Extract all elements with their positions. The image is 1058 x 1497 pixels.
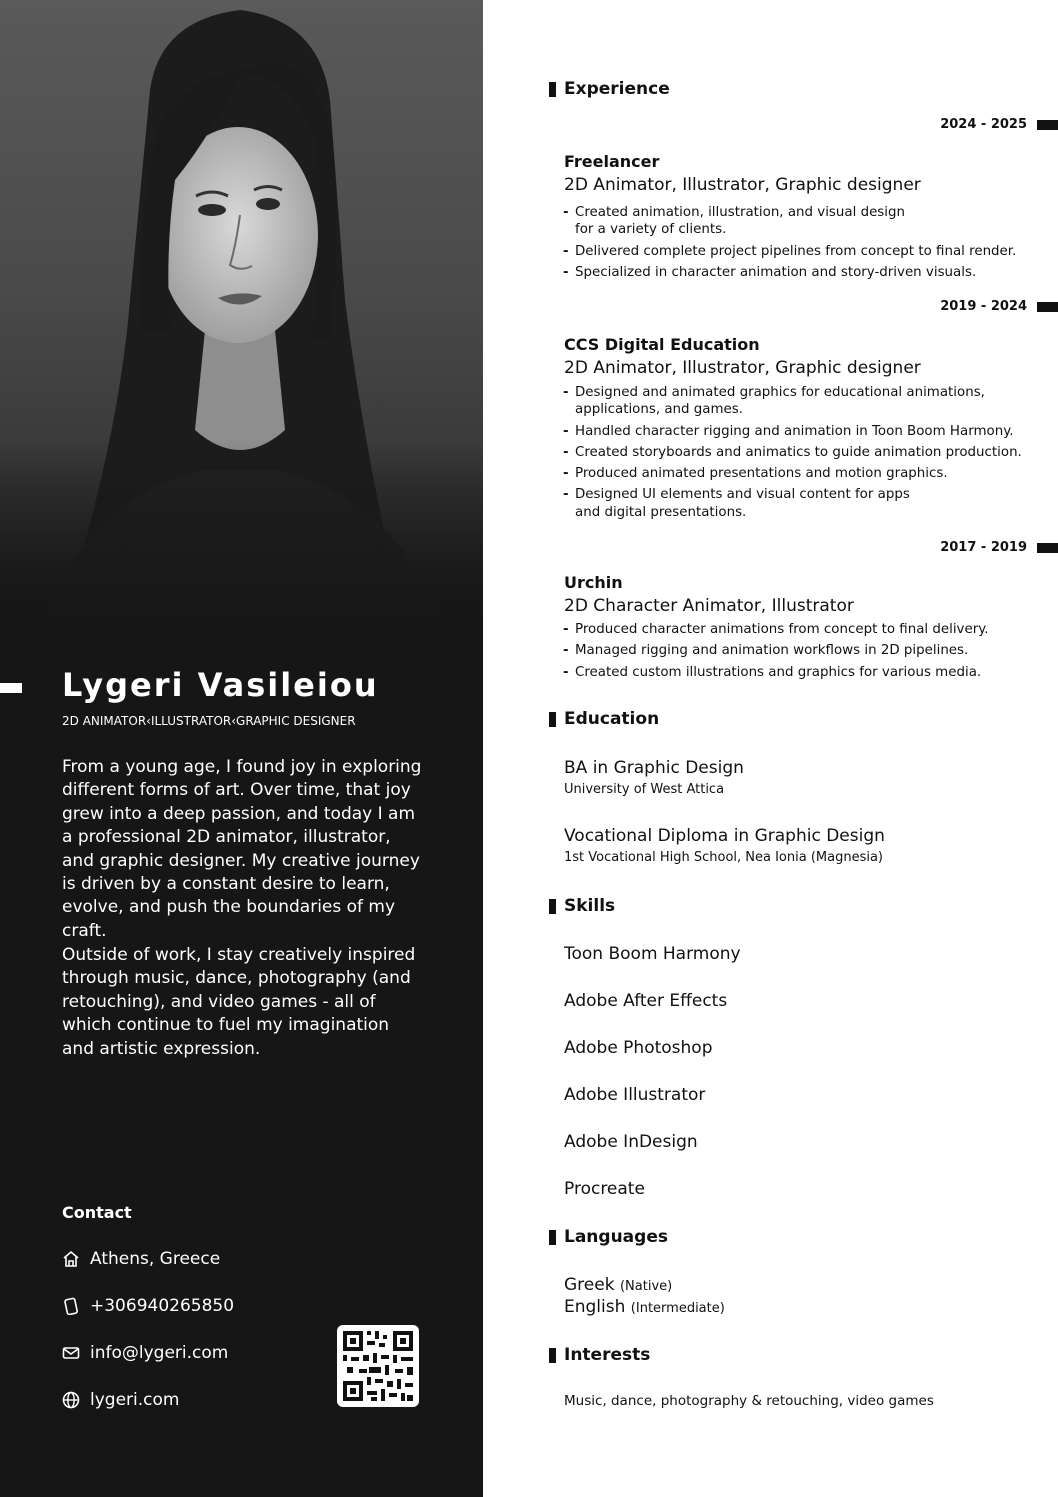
skills-heading <box>549 896 615 916</box>
list-item: - Produced character animations from concept to final delivery. <box>563 621 1033 638</box>
website-link[interactable]: lygeri.com <box>90 1390 180 1410</box>
job-1-dates <box>940 117 1058 132</box>
education-degree-1: BA in Graphic Design <box>564 758 744 778</box>
job-3-role: 2D Character Animator, Illustrator <box>564 596 854 616</box>
list-item: - Designed and animated graphics for educational animations, applications, and games. <box>563 384 1003 419</box>
list-item: - Managed rigging and animation workflows in 2D pipelines. <box>563 642 1033 659</box>
bio-paragraph-1: From a young age, I found joy in exploring different forms of art. Over time, that joy grew into a deep passion, and today I am a professional 2D animator, illustrator, and graphic designer. My creative journey is driven by a constant desire to learn, evolve, and push the boundaries of my craft. <box>62 757 422 941</box>
skill-item: Adobe Photoshop <box>564 1038 713 1058</box>
job-1-bullets <box>563 204 1017 285</box>
date-text: 2024 - 2025 <box>940 117 1027 132</box>
job-3-company: Urchin <box>564 573 623 592</box>
skills-title: Skills <box>564 896 616 916</box>
languages-heading <box>549 1227 668 1247</box>
person-name: Lygeri Vasileiou <box>62 666 379 704</box>
date-bar <box>1037 120 1058 130</box>
language-name: English <box>564 1297 626 1317</box>
section-marker <box>549 1230 556 1245</box>
qr-code-pattern <box>337 1325 419 1407</box>
language-english <box>564 1297 725 1317</box>
job-3-dates <box>940 540 1058 555</box>
job-2-company: CCS Digital Education <box>564 335 760 354</box>
mail-icon <box>62 1344 80 1362</box>
list-item: - Handled character rigging and animation in Toon Boom Harmony. <box>563 423 1035 440</box>
globe-icon <box>62 1391 80 1409</box>
date-bar <box>1037 302 1058 312</box>
section-marker <box>549 899 556 914</box>
skill-item: Adobe Illustrator <box>564 1085 706 1105</box>
language-level: (Native) <box>619 1279 673 1294</box>
qr-code[interactable] <box>337 1325 419 1407</box>
email-link[interactable]: info@lygeri.com <box>90 1343 229 1363</box>
list-item: - Designed UI elements and visual content for apps and digital presentations. <box>563 486 920 521</box>
contact-email[interactable] <box>62 1341 228 1365</box>
education-degree-2: Vocational Diploma in Graphic Design <box>564 826 885 846</box>
list-item: - Created storyboards and animatics to guide animation production. <box>563 444 1035 461</box>
person-roles: 2D ANIMATOR‹ILLUSTRATOR‹GRAPHIC DESIGNER <box>62 714 356 728</box>
job-2-bullets <box>563 384 1022 525</box>
interests-heading <box>549 1345 650 1365</box>
list-item: - Created animation, illustration, and visual design for a variety of clients. <box>563 204 908 239</box>
location-text: Athens, Greece <box>90 1249 221 1269</box>
job-1-role: 2D Animator, Illustrator, Graphic designer <box>564 175 921 195</box>
job-1-company: Freelancer <box>564 152 660 171</box>
contact-phone[interactable] <box>62 1294 234 1318</box>
language-greek <box>564 1275 672 1295</box>
list-item: - Created custom illustrations and graphics for various media. <box>563 664 1033 681</box>
experience-title: Experience <box>564 79 670 99</box>
education-school-1: University of West Attica <box>564 782 725 797</box>
home-icon <box>62 1250 80 1268</box>
job-2-dates <box>940 299 1058 314</box>
skill-item: Adobe InDesign <box>564 1132 698 1152</box>
skill-item: Procreate <box>564 1179 645 1199</box>
section-marker <box>549 82 556 97</box>
contact-heading: Contact <box>62 1203 132 1222</box>
language-level: (Intermediate) <box>630 1301 725 1316</box>
portrait-illustration <box>0 0 483 640</box>
section-marker <box>549 712 556 727</box>
experience-heading <box>549 79 670 99</box>
date-text: 2017 - 2019 <box>940 540 1027 555</box>
name-accent-bar <box>0 683 22 693</box>
interests-title: Interests <box>564 1345 651 1365</box>
list-item: - Delivered complete project pipelines from concept to final render. <box>563 243 1035 260</box>
contact-location <box>62 1247 220 1271</box>
skill-item: Adobe After Effects <box>564 991 728 1011</box>
education-title: Education <box>564 709 660 729</box>
section-marker <box>549 1348 556 1363</box>
skill-item: Toon Boom Harmony <box>564 944 741 964</box>
interests-text: Music, dance, photography & retouching, video games <box>564 1393 934 1409</box>
list-item: - Specialized in character animation and story-driven visuals. <box>563 264 1035 281</box>
education-school-2: 1st Vocational High School, Nea Ionia (Magnesia) <box>564 850 883 865</box>
date-bar <box>1037 543 1058 553</box>
languages-title: Languages <box>564 1227 668 1247</box>
phone-icon <box>62 1297 80 1315</box>
education-heading <box>549 709 659 729</box>
phone-text[interactable]: +306940265850 <box>90 1296 235 1316</box>
sidebar <box>0 0 483 1497</box>
list-item: - Produced animated presentations and motion graphics. <box>563 465 1003 482</box>
job-2-role: 2D Animator, Illustrator, Graphic designer <box>564 358 921 378</box>
job-3-bullets <box>563 621 1033 685</box>
contact-website[interactable] <box>62 1388 179 1412</box>
date-text: 2019 - 2024 <box>940 299 1027 314</box>
language-name: Greek <box>564 1275 615 1295</box>
profile-photo <box>0 0 483 640</box>
bio-paragraph-2: Outside of work, I stay creatively inspired through music, dance, photography (and retouching), and video games - all of which continue to fuel my imagination and artistic expression. <box>62 945 416 1059</box>
